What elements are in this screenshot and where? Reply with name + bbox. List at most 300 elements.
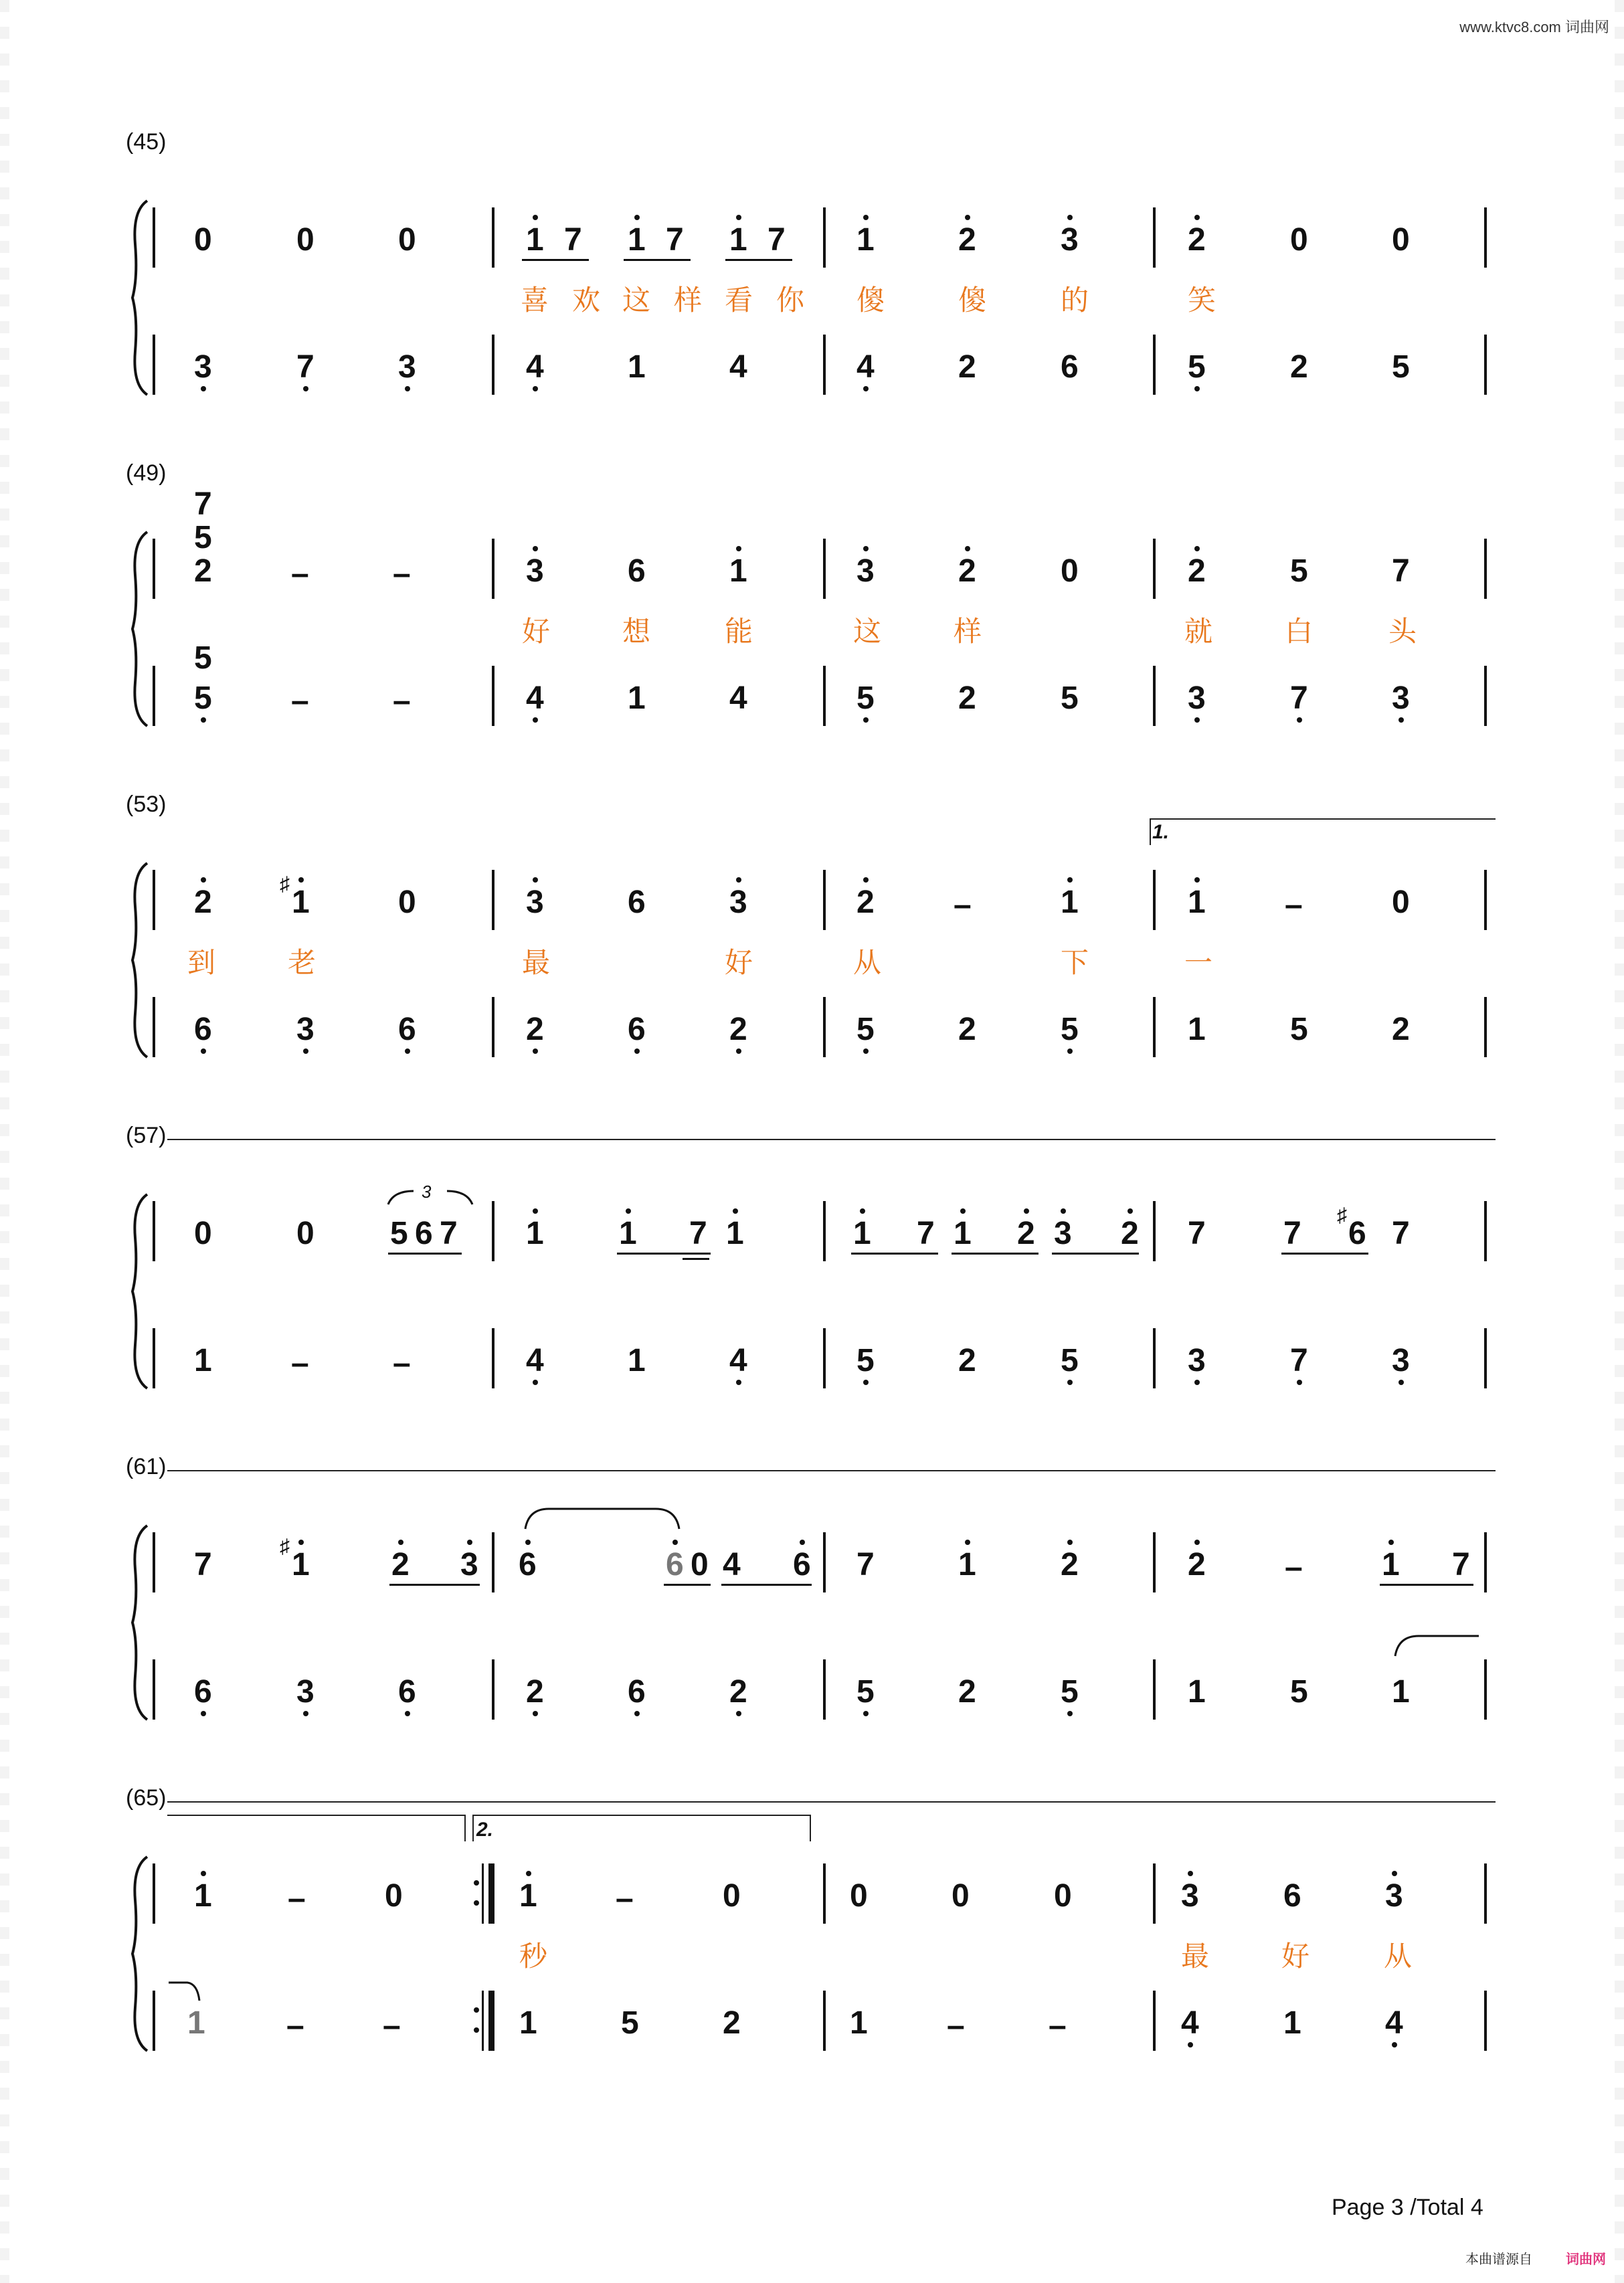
lyric: 笑	[1188, 284, 1216, 316]
note: 3	[1392, 680, 1410, 716]
note-dot-low	[533, 1711, 538, 1716]
beam	[721, 1584, 812, 1586]
note-dot-high	[1127, 1208, 1133, 1214]
note-dot-high	[863, 215, 869, 220]
barline-bottom	[823, 335, 826, 395]
tuplet-number: 3	[422, 1182, 432, 1202]
note-dot-low	[1399, 1380, 1404, 1385]
note-dot-low	[533, 717, 538, 723]
note: 1	[850, 2005, 868, 2041]
measure-number: (49)	[126, 460, 167, 486]
barline-top	[823, 539, 826, 599]
note: 1	[954, 1216, 972, 1251]
barline-top	[1484, 539, 1487, 599]
barline-bottom	[153, 1991, 155, 2051]
barline-top	[1153, 1532, 1156, 1592]
barline-top	[492, 1532, 494, 1592]
note: 2	[1121, 1216, 1139, 1251]
lyric: 能	[725, 616, 753, 647]
note: 1	[1392, 1674, 1410, 1710]
note: 4	[526, 1343, 544, 1378]
note: 7	[917, 1216, 935, 1251]
note: 7	[564, 222, 582, 258]
note-dot-low	[303, 1048, 308, 1054]
note-dot-high	[736, 546, 741, 551]
measure-number: (53)	[126, 792, 167, 817]
note: 1	[853, 1216, 871, 1251]
barline-bottom	[823, 1991, 826, 2051]
note: 2	[958, 680, 976, 716]
note: 0	[1392, 885, 1410, 920]
note: 3	[398, 349, 416, 385]
note: 7	[1290, 680, 1308, 716]
system-brace	[127, 1853, 154, 2054]
note-dot-high	[526, 1871, 531, 1876]
note: 2	[194, 885, 212, 920]
note-dot-low	[405, 1048, 410, 1054]
system-brace	[127, 1191, 154, 1392]
beam	[522, 259, 589, 261]
barline-bottom	[823, 997, 826, 1057]
measure-number: (61)	[126, 1454, 167, 1479]
volta-end	[810, 1815, 811, 1841]
barline-bottom	[1484, 335, 1487, 395]
note: 0	[1392, 222, 1410, 258]
lyric: 欢	[572, 284, 601, 316]
system-line	[167, 1801, 1496, 1803]
note: 6	[1348, 1216, 1366, 1251]
beam	[851, 1253, 938, 1255]
note: 1	[1188, 1012, 1206, 1047]
barline-top	[492, 1201, 494, 1261]
note: 2	[1061, 1547, 1079, 1582]
note-dot-low	[863, 1048, 869, 1054]
note-dot-high	[1194, 215, 1200, 220]
note-dot-high	[965, 1540, 970, 1545]
volta-number: 2.	[476, 1819, 494, 1841]
barline-top	[153, 1863, 155, 1924]
note: 0	[1290, 222, 1308, 258]
barline-top	[1153, 870, 1156, 930]
note-dot-high	[525, 1540, 531, 1545]
note: 2	[1392, 1012, 1410, 1047]
lyric: 你	[776, 284, 805, 316]
note-dot-low	[533, 1048, 538, 1054]
note: 0	[296, 222, 314, 258]
note: 6	[666, 1547, 684, 1582]
barline-bottom	[1484, 666, 1487, 726]
lyric: 样	[674, 284, 703, 316]
barline-bottom	[153, 335, 155, 395]
barline-bottom	[823, 1328, 826, 1388]
note-dot-low	[634, 1048, 640, 1054]
note: 1	[1382, 1547, 1400, 1582]
note: 1	[526, 222, 544, 258]
note: 7	[1188, 1216, 1206, 1251]
note: 1	[292, 885, 310, 920]
system-line	[167, 1470, 1496, 1471]
note: 0	[691, 1547, 709, 1582]
barline-top	[1484, 870, 1487, 930]
note: 2	[391, 1547, 410, 1582]
note: 2	[1188, 553, 1206, 589]
barline-bottom	[492, 335, 494, 395]
measure-number: (45)	[126, 129, 167, 155]
note-dot-low	[1194, 386, 1200, 391]
note: 4	[729, 680, 747, 716]
barline-top	[1484, 207, 1487, 268]
barline-bottom	[153, 1328, 155, 1388]
barline-bottom	[823, 1659, 826, 1720]
system-line	[167, 1139, 1496, 1140]
note: 7	[194, 486, 212, 522]
note-dot-low	[1188, 2042, 1193, 2047]
note: 1	[519, 2005, 537, 2041]
note: 1	[194, 1878, 212, 1914]
note: 1	[194, 1343, 212, 1378]
sustain-dash: –	[383, 2008, 401, 2043]
repeat-bar-thin	[482, 1991, 484, 2051]
barline-bottom	[153, 997, 155, 1057]
note: 2	[1290, 349, 1308, 385]
sharp-sign: ♯	[280, 873, 290, 895]
lyric: 白	[1285, 616, 1314, 647]
page-number: Page 3 /Total 4	[1332, 2195, 1483, 2220]
note: 2	[723, 2005, 741, 2041]
note: 6	[1061, 349, 1079, 385]
note: 1	[628, 680, 646, 716]
barline-bottom	[1153, 997, 1156, 1057]
volta-line	[472, 1815, 811, 1816]
note-dot-high	[533, 1208, 538, 1214]
barline-top	[1153, 539, 1156, 599]
barline-bottom	[492, 1328, 494, 1388]
lyric: 就	[1184, 616, 1213, 647]
note: 5	[856, 1012, 875, 1047]
note-dot-high	[860, 1208, 865, 1214]
note: 7	[666, 222, 684, 258]
note-dot-high	[1061, 1208, 1066, 1214]
note: 0	[194, 1216, 212, 1251]
lyric: 傻	[958, 284, 987, 316]
system-brace	[127, 197, 154, 398]
barline-top	[823, 1201, 826, 1261]
note: 0	[723, 1878, 741, 1914]
beam	[1281, 1253, 1368, 1255]
note-dot-high	[467, 1540, 472, 1545]
note: 3	[856, 553, 875, 589]
tie-slur	[167, 1977, 207, 2004]
note: 6	[519, 1547, 537, 1582]
note-dot-low	[303, 1711, 308, 1716]
note-dot-high	[201, 877, 206, 883]
note: 0	[296, 1216, 314, 1251]
note: 6	[628, 1012, 646, 1047]
note-dot-low	[201, 717, 206, 723]
barline-bottom	[823, 666, 826, 726]
note: 5	[621, 2005, 639, 2041]
note-dot-high	[1067, 877, 1073, 883]
note: 3	[729, 885, 747, 920]
note: 5	[856, 680, 875, 716]
note-dot-low	[736, 1711, 741, 1716]
sustain-dash: –	[393, 556, 411, 591]
note: 1	[729, 553, 747, 589]
note: 6	[1283, 1878, 1301, 1914]
lyric: 好	[1281, 1940, 1310, 1972]
lyric: 这	[622, 284, 651, 316]
note: 2	[526, 1012, 544, 1047]
sharp-sign: ♯	[1337, 1204, 1347, 1226]
note-dot-low	[1392, 2042, 1397, 2047]
note: 0	[398, 222, 416, 258]
note: 4	[729, 1343, 747, 1378]
note: 6	[628, 553, 646, 589]
note-dot-high	[298, 1540, 304, 1545]
barline-bottom	[1153, 1659, 1156, 1720]
barline-bottom	[153, 666, 155, 726]
tie-slur	[1392, 1633, 1485, 1659]
tie-slur	[522, 1505, 683, 1532]
barline-top	[823, 207, 826, 268]
note: 2	[958, 553, 976, 589]
note: 3	[296, 1674, 314, 1710]
barline-bottom	[1484, 997, 1487, 1057]
note-dot-low	[201, 1711, 206, 1716]
measure-number: (57)	[126, 1123, 167, 1148]
note: 3	[1181, 1878, 1199, 1914]
repeat-dot	[474, 2027, 479, 2033]
note: 2	[958, 222, 976, 258]
note-dot-low	[863, 386, 869, 391]
note-dot-high	[533, 546, 538, 551]
barline-top	[153, 870, 155, 930]
note: 5	[1061, 1012, 1079, 1047]
note: 2	[958, 1012, 976, 1047]
note-dot-low	[863, 1380, 869, 1385]
sustain-dash: –	[291, 1346, 309, 1381]
note: 7	[194, 1547, 212, 1582]
note: 3	[1054, 1216, 1072, 1251]
beam	[617, 1253, 711, 1255]
tuplet-bracket	[387, 1184, 474, 1211]
note-dot-high	[965, 215, 970, 220]
note: 4	[729, 349, 747, 385]
note: 6	[398, 1674, 416, 1710]
barline-top	[153, 207, 155, 268]
beam	[725, 259, 792, 261]
barline-bottom	[153, 1659, 155, 1720]
beam	[388, 1253, 462, 1255]
note: 3	[1188, 1343, 1206, 1378]
note: 1	[292, 1547, 310, 1582]
right-page-edge	[1615, 0, 1624, 2283]
note-dot-low	[1297, 717, 1302, 723]
barline-bottom	[492, 997, 494, 1057]
sustain-dash: –	[288, 1881, 306, 1916]
lyric: 最	[522, 947, 551, 978]
note: 2	[1188, 1547, 1206, 1582]
barline-bottom	[1484, 1659, 1487, 1720]
lyric: 好	[725, 947, 753, 978]
note: 3	[296, 1012, 314, 1047]
note: 4	[1181, 2005, 1199, 2041]
barline-top	[1153, 1201, 1156, 1261]
note: 5	[1290, 1674, 1308, 1710]
note-dot-low	[736, 1048, 741, 1054]
note: 1	[519, 1878, 537, 1914]
note: 7	[689, 1216, 707, 1251]
note: 5	[390, 1216, 408, 1251]
note: 2	[958, 1674, 976, 1710]
beam	[624, 259, 691, 261]
note: 5	[1061, 680, 1079, 716]
lyric: 想	[622, 616, 651, 647]
note: 0	[1054, 1878, 1072, 1914]
volta-line	[167, 1815, 465, 1816]
note: 3	[194, 349, 212, 385]
note-dot-low	[533, 386, 538, 391]
repeat-bar-thick	[488, 1991, 494, 2051]
note-dot-high	[672, 1540, 678, 1545]
volta-number: 1.	[1152, 821, 1170, 843]
barline-top	[1153, 1863, 1156, 1924]
note: 6	[628, 885, 646, 920]
note: 6	[194, 1012, 212, 1047]
footer-source: 本曲谱源自	[1465, 2252, 1532, 2267]
note-dot-high	[634, 215, 640, 220]
note: 5	[1188, 349, 1206, 385]
note: 5	[194, 520, 212, 555]
lyric: 头	[1388, 616, 1417, 647]
note: 6	[194, 1674, 212, 1710]
note: 5	[1061, 1343, 1079, 1378]
measure-number: (65)	[126, 1785, 167, 1811]
sustain-dash: –	[291, 683, 309, 719]
note: 5	[1392, 349, 1410, 385]
repeat-dot	[474, 1880, 479, 1886]
note-dot-high	[1188, 1871, 1193, 1876]
note: 6	[628, 1674, 646, 1710]
footer-brand: 词曲网	[1566, 2252, 1606, 2267]
barline-bottom	[1484, 1328, 1487, 1388]
barline-top	[153, 1201, 155, 1261]
note: 7	[296, 349, 314, 385]
note: 7	[1283, 1216, 1301, 1251]
sustain-dash: –	[393, 1346, 411, 1381]
sustain-dash: –	[947, 2008, 965, 2043]
note: 2	[729, 1012, 747, 1047]
sustain-dash: –	[286, 2008, 304, 2043]
lyric: 老	[288, 947, 317, 978]
note-dot-low	[405, 386, 410, 391]
volta-end	[464, 1815, 466, 1841]
barline-top	[492, 539, 494, 599]
note: 1	[526, 1216, 544, 1251]
note: 5	[194, 680, 212, 716]
note: 2	[194, 553, 212, 589]
note: 3	[1392, 1343, 1410, 1378]
lyric: 秒	[519, 1940, 548, 1972]
note: 1	[628, 349, 646, 385]
volta-start	[472, 1815, 474, 1841]
note-dot-low	[863, 717, 869, 723]
note: 4	[856, 349, 875, 385]
note-dot-high	[201, 1871, 206, 1876]
note: 1	[1061, 885, 1079, 920]
note-dot-low	[1194, 717, 1200, 723]
note-dot-low	[634, 1711, 640, 1716]
barline-bottom	[492, 1659, 494, 1720]
note: 7	[1452, 1547, 1470, 1582]
barline-top	[823, 870, 826, 930]
note-dot-low	[1067, 1048, 1073, 1054]
note: 0	[398, 885, 416, 920]
beam	[389, 1584, 480, 1586]
beam	[1380, 1584, 1473, 1586]
barline-bottom	[492, 666, 494, 726]
note: 1	[729, 222, 747, 258]
note-dot-high	[1067, 1540, 1073, 1545]
note: 1	[1188, 1674, 1206, 1710]
note: 4	[526, 680, 544, 716]
note-dot-high	[398, 1540, 403, 1545]
note: 3	[526, 885, 544, 920]
note-dot-low	[863, 1711, 869, 1716]
note: 7	[856, 1547, 875, 1582]
lyric: 傻	[856, 284, 885, 316]
note-dot-high	[733, 1208, 738, 1214]
note-dot-high	[863, 546, 869, 551]
note: 6	[398, 1012, 416, 1047]
note: 4	[1385, 2005, 1403, 2041]
note-dot-high	[298, 877, 304, 883]
note: 1	[619, 1216, 637, 1251]
sustain-dash: –	[954, 887, 972, 923]
note-dot-high	[1388, 1540, 1394, 1545]
note: 7	[768, 222, 786, 258]
lyric: 喜	[521, 284, 549, 316]
system-brace	[127, 1522, 154, 1723]
repeat-bar-thin	[482, 1863, 484, 1924]
lyric: 好	[522, 616, 551, 647]
note-dot-low	[303, 386, 308, 391]
barline-top	[823, 1863, 826, 1924]
note: 7	[1392, 1216, 1410, 1251]
barline-bottom	[1484, 1991, 1487, 2051]
beam	[952, 1253, 1039, 1255]
note: 1	[958, 1547, 976, 1582]
note-dot-high	[800, 1540, 805, 1545]
note: 7	[1392, 553, 1410, 589]
barline-top	[1484, 1532, 1487, 1592]
note-dot-low	[201, 1048, 206, 1054]
note: 0	[1061, 553, 1079, 589]
left-page-edge	[0, 0, 9, 2283]
note: 1	[726, 1216, 744, 1251]
note-dot-low	[1067, 1380, 1073, 1385]
note: 3	[1061, 222, 1079, 258]
volta-start	[1150, 818, 1151, 845]
note: 5	[194, 640, 212, 676]
note: 0	[385, 1878, 403, 1914]
lyric: 从	[1384, 1940, 1413, 1972]
note-dot-low	[1067, 1711, 1073, 1716]
note: 1	[628, 222, 646, 258]
barline-bottom	[1153, 666, 1156, 726]
note: 3	[1188, 680, 1206, 716]
note: 2	[1188, 222, 1206, 258]
